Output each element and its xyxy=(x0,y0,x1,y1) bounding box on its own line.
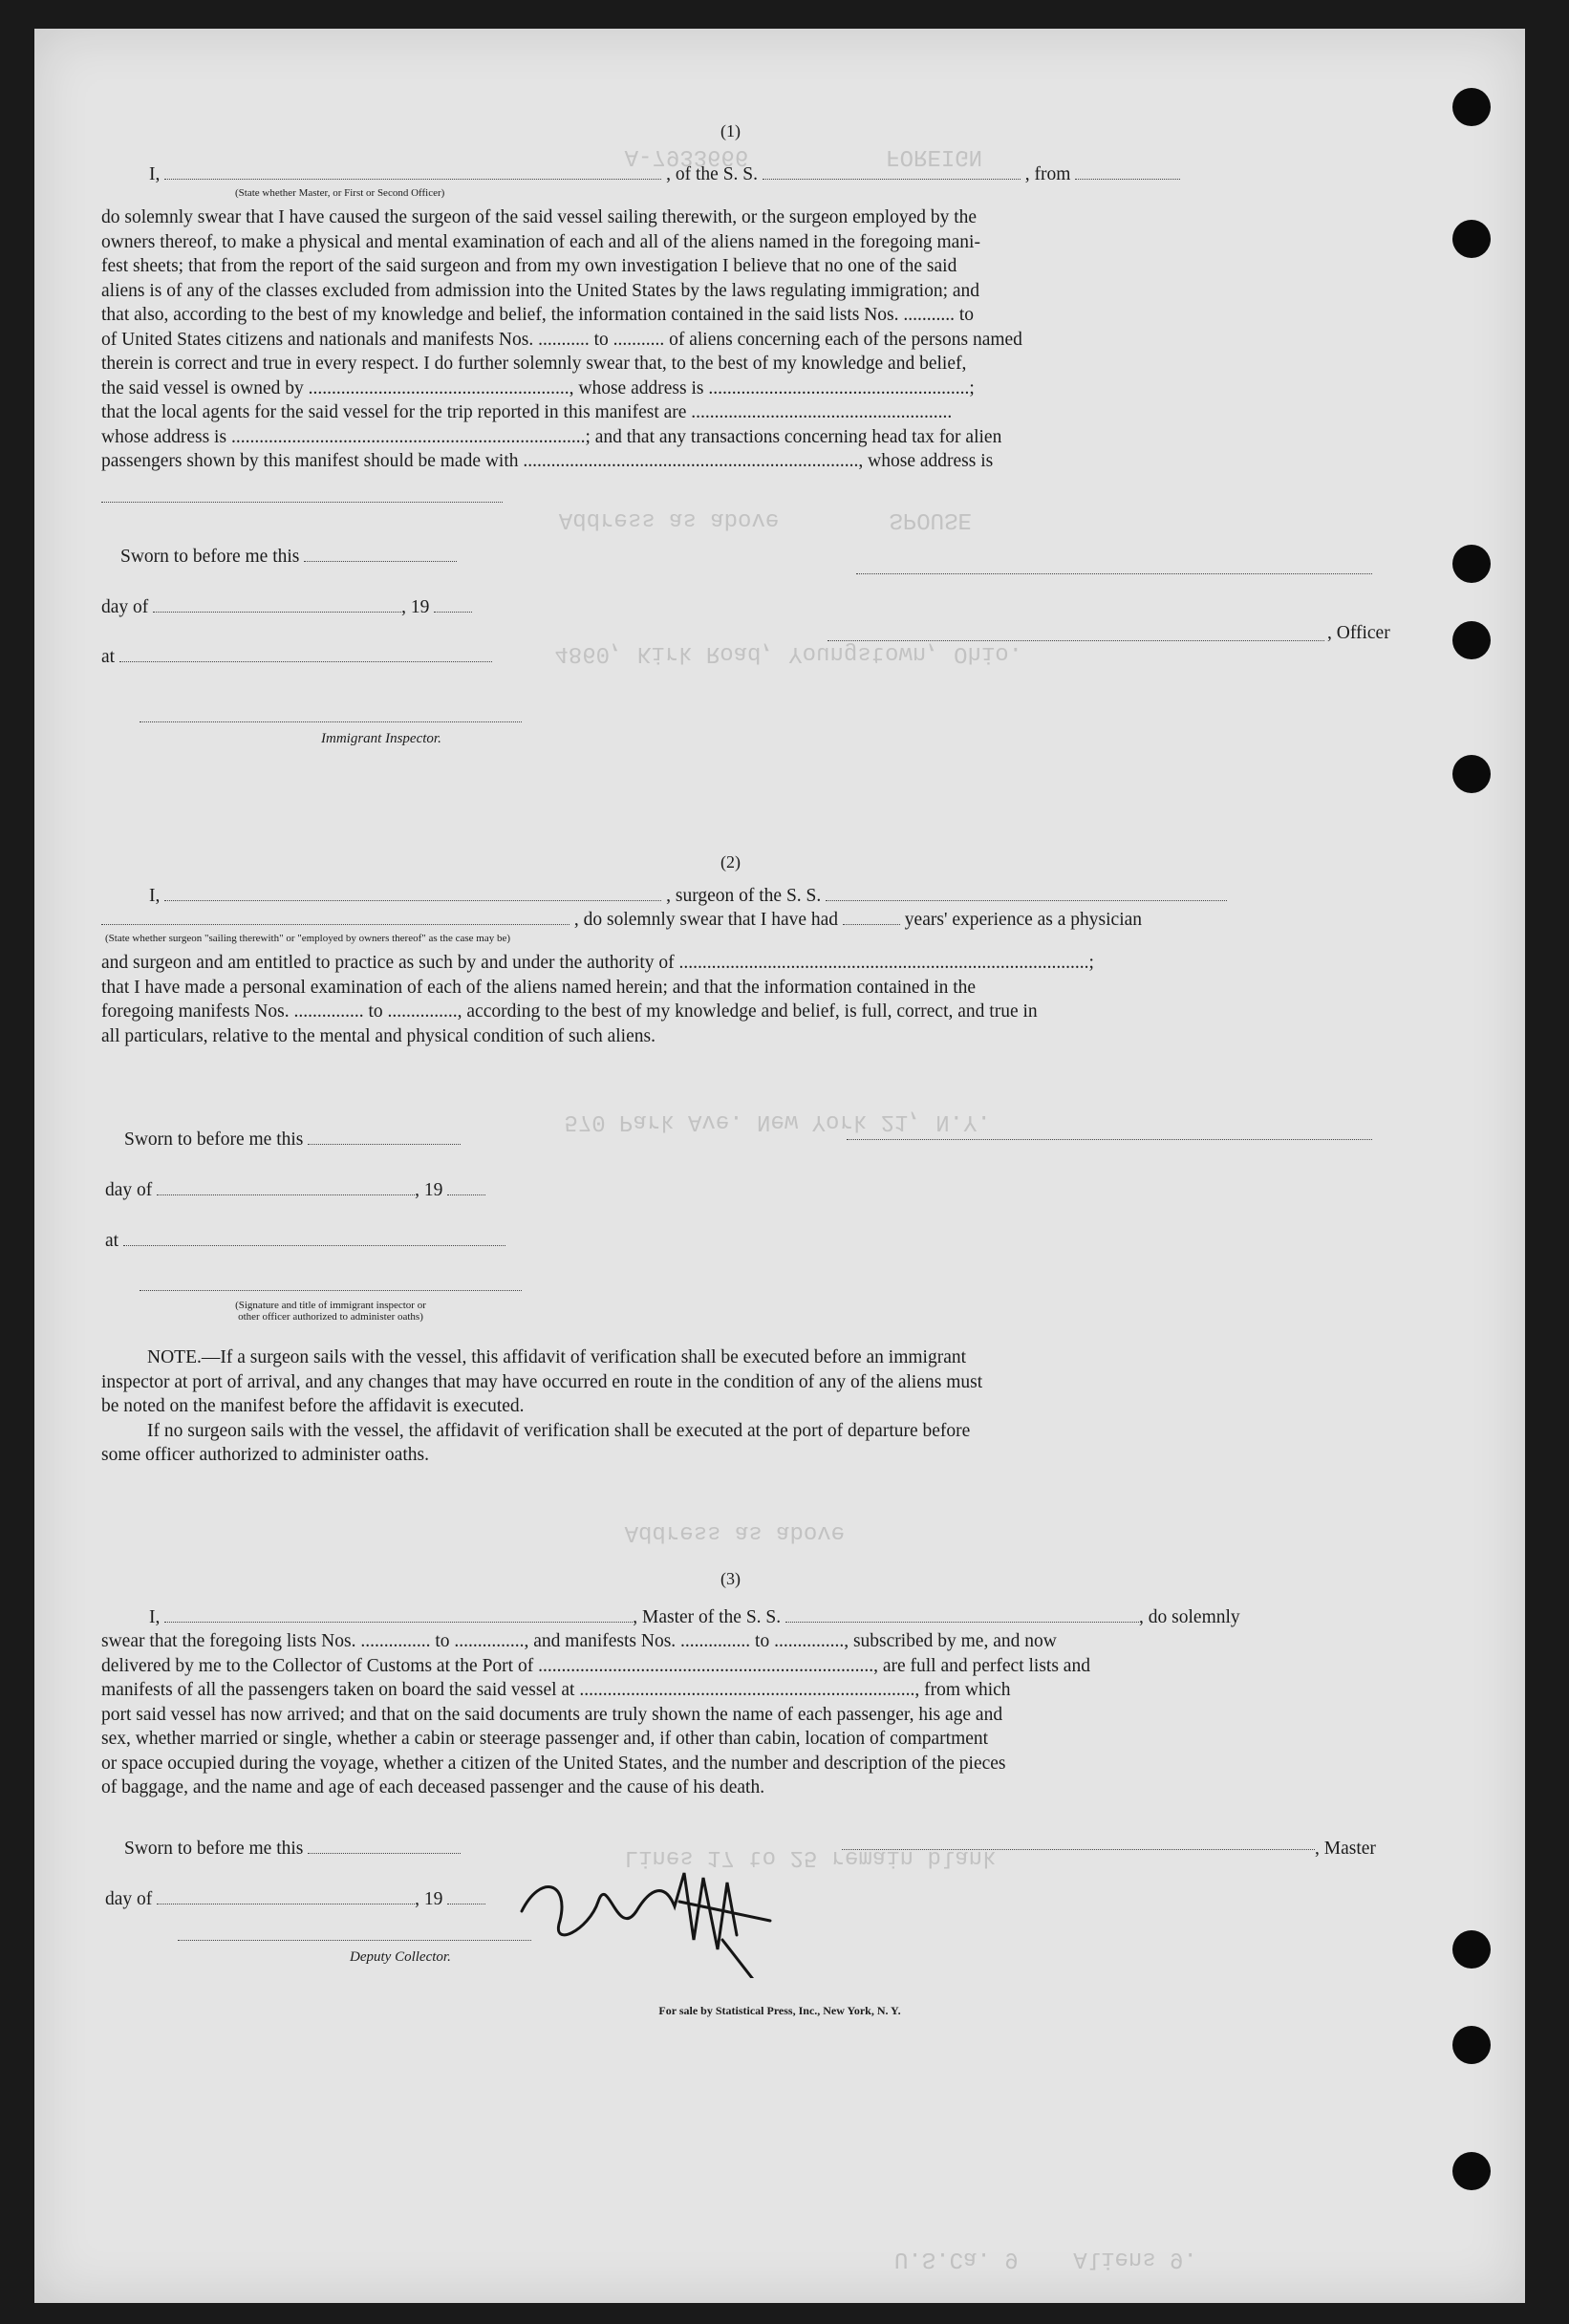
bleed-through-text: 4860, Kirk Road, Youngstown, Ohio. xyxy=(541,640,1023,666)
body-line: the said vessel is owned by ........................................................, whose address is ........................................................; xyxy=(101,377,975,398)
deputy-collector-label: Deputy Collector. xyxy=(350,1949,451,1965)
master-signature-field[interactable] xyxy=(842,1849,1315,1850)
day-of-text: day of xyxy=(101,597,149,617)
body-line: do solemnly swear that I have caused the surgeon of the said vessel sailing therewith, or the surgeon employed by the xyxy=(101,207,978,227)
day-of-text: day of xyxy=(105,1180,153,1200)
sworn-text: Sworn to before me this xyxy=(124,1130,304,1150)
body-line: sex, whether married or single, whether a cabin or steerage passenger and, if other than cabin, location of compartment xyxy=(101,1729,989,1749)
officer-label: , Officer xyxy=(1327,623,1390,643)
sworn-date-field[interactable] xyxy=(308,1129,461,1145)
sworn-label xyxy=(124,1837,461,1861)
body-line: that the local agents for the said vessel for the trip reported in this manifest are ........................................................ xyxy=(101,402,953,422)
signature-note-line: other officer authorized to administer oaths) xyxy=(238,1311,423,1323)
inspector-signature-line[interactable] xyxy=(140,721,522,722)
body-line: of United States citizens and nationals and manifests Nos. ........... to ........... of aliens concerning each of the persons named xyxy=(101,329,1022,350)
body-line: fest sheets; that from the report of the said surgeon and from my own investigation I believe that no one of the said xyxy=(101,256,957,276)
at-text: at xyxy=(105,1231,119,1251)
master-vessel-field[interactable] xyxy=(785,1606,1139,1623)
officer-signature-field[interactable] xyxy=(856,573,1372,574)
surgeon-name-field[interactable] xyxy=(164,885,661,901)
day-of-label xyxy=(105,1178,485,1202)
year-field[interactable] xyxy=(447,1179,485,1195)
inspector-label: Immigrant Inspector. xyxy=(321,731,441,746)
body-line: aliens is of any of the classes excluded from admission into the United States by the laws regulating immigration; and xyxy=(101,280,980,301)
surgeon-vessel-field[interactable] xyxy=(826,885,1227,901)
label-i: I, xyxy=(149,886,161,906)
year-text: , 19 xyxy=(415,1889,443,1909)
at-field[interactable] xyxy=(123,1230,505,1246)
body-line: that also, according to the best of my knowledge and belief, the information contained in the said lists Nos. ........... to xyxy=(101,305,975,325)
sworn-date-field[interactable] xyxy=(308,1838,461,1854)
punch-hole xyxy=(1452,2026,1491,2064)
section3-body xyxy=(101,1629,1391,1800)
bleed-through-text: Address as above xyxy=(570,1519,846,1545)
body-line: manifests of all the passengers taken on board the said vessel at ........................................................................, from which xyxy=(101,1680,1011,1700)
day-of-field[interactable] xyxy=(157,1179,415,1195)
handwritten-signature xyxy=(484,1844,827,1978)
signature-note xyxy=(140,1300,522,1323)
bleed-through-text: 570 Park Ave. New York 21, N.Y. xyxy=(550,1108,991,1134)
oath-line-surgeon-2 xyxy=(101,908,1142,932)
body-line: or space occupied during the voyage, whether a citizen of the United States, and the number and description of the pieces xyxy=(101,1753,1006,1774)
inspector-signature-line[interactable] xyxy=(140,1290,522,1291)
body-line: that I have made a personal examination of each of the aliens named herein; and that the information contained in the xyxy=(101,977,977,998)
address-field[interactable] xyxy=(101,502,503,503)
body-line: delivered by me to the Collector of Customs at the Port of ........................................................................, are full and perfect lists and xyxy=(101,1655,1090,1676)
at-text: at xyxy=(101,647,116,667)
bleed-through-text: Address as above SPOUSE xyxy=(531,506,972,532)
year-text: , 19 xyxy=(415,1180,443,1200)
surgeon-status-field[interactable] xyxy=(101,909,570,925)
sworn-date-field[interactable] xyxy=(304,546,457,562)
day-of-text: day of xyxy=(105,1889,153,1909)
punch-hole xyxy=(1452,621,1491,659)
label-solemnly-swear: , do solemnly swear that I have had xyxy=(573,910,839,930)
body-line: foregoing manifests Nos. ............... to ..............., according to the best of my knowledge and belief, is full, correct, and true in xyxy=(101,1001,1038,1022)
section-number: (3) xyxy=(720,1569,741,1588)
body-line: of baggage, and the name and age of each deceased passenger and the cause of his death. xyxy=(101,1777,765,1797)
day-of-field[interactable] xyxy=(157,1888,415,1904)
document-page xyxy=(34,29,1525,2303)
body-line: all particulars, relative to the mental and physical condition of such aliens. xyxy=(101,1025,656,1046)
note-line: be noted on the manifest before the affidavit is executed. xyxy=(101,1396,525,1416)
oath-line-surgeon xyxy=(149,884,1227,908)
label-i: I, xyxy=(149,1607,161,1627)
body-line: whose address is ............................................................................; and that any transactions concerning head tax for alien xyxy=(101,426,1002,447)
oath-line-master-3 xyxy=(149,1605,1240,1629)
punch-hole xyxy=(1452,755,1491,793)
note-line: NOTE.—If a surgeon sails with the vessel, this affidavit of verification shall be executed before an immigrant xyxy=(147,1347,967,1367)
signature-note-line: (Signature and title of immigrant inspector or xyxy=(235,1300,426,1311)
label-i: I, xyxy=(149,164,161,184)
at-field[interactable] xyxy=(119,646,492,662)
body-line: therein is correct and true in every respect. I do further solemnly swear that, to the best of my knowledge and belief, xyxy=(101,354,967,374)
day-of-field[interactable] xyxy=(153,596,401,613)
year-field[interactable] xyxy=(434,596,472,613)
surgeon-note: (State whether surgeon "sailing therewith" or "employed by owners thereof" as the case may be) xyxy=(105,933,511,944)
punch-hole xyxy=(1452,545,1491,583)
label-master-of-ss: , Master of the S. S. xyxy=(633,1607,782,1627)
body-line: owners thereof, to make a physical and mental examination of each and all of the aliens named in the foregoing mani- xyxy=(101,231,980,252)
label-do-solemnly: , do solemnly xyxy=(1139,1607,1240,1627)
note-line: inspector at port of arrival, and any changes that may have occurred en route in the condition of any of the aliens must xyxy=(101,1371,983,1392)
port-from-field[interactable] xyxy=(1075,163,1180,180)
day-of-label xyxy=(105,1887,485,1911)
label-surgeon-of-ss: , surgeon of the S. S. xyxy=(666,886,822,906)
bleed-through-text: A-7933666 FOREIGN xyxy=(570,143,983,169)
at-label xyxy=(105,1229,505,1253)
body-line: passengers shown by this manifest should be made with ........................................................................, whose address is xyxy=(101,451,994,471)
master-name-field[interactable] xyxy=(164,1606,633,1623)
section-number: (2) xyxy=(720,852,741,872)
day-of-label xyxy=(101,595,472,619)
body-line: port said vessel has now arrived; and that on the said documents are truly shown the name of each passenger, his age and xyxy=(101,1704,1003,1725)
bleed-through-text: Lines 17 to 25 remain blank xyxy=(570,1844,997,1870)
sworn-text: Sworn to before me this xyxy=(120,547,300,567)
master-label: , Master xyxy=(1315,1839,1376,1859)
at-label xyxy=(101,645,492,669)
punch-hole xyxy=(1452,1930,1491,1969)
body-line: and surgeon and am entitled to practice as such by and under the authority of ........................................................................................; xyxy=(101,953,1094,973)
collector-signature-line[interactable] xyxy=(178,1940,531,1941)
section2-body xyxy=(101,951,1391,1048)
sworn-text: Sworn to before me this xyxy=(124,1839,304,1859)
label-from: , from xyxy=(1024,164,1071,184)
section1-body xyxy=(101,205,1391,474)
officer-title-field[interactable] xyxy=(827,640,1324,641)
punch-hole xyxy=(1452,2152,1491,2190)
note-line: If no surgeon sails with the vessel, the affidavit of verification shall be executed at the port of departure before xyxy=(147,1420,971,1441)
body-line: swear that the foregoing lists Nos. ............... to ..............., and manifests Nos. ............... to ..............., subscribed by me, and now xyxy=(101,1631,1057,1651)
oath-line-master xyxy=(149,162,1180,186)
label-of-ss: , of the S. S. xyxy=(666,164,759,184)
surgeon-signature-field[interactable] xyxy=(847,1139,1372,1140)
punch-hole xyxy=(1452,88,1491,126)
bleed-through-text: U.S.Ca. 9 Aliens 9. xyxy=(894,2246,1197,2271)
officer-note: (State whether Master, or First or Second Officer) xyxy=(235,187,445,199)
vessel-name-field[interactable] xyxy=(763,163,1021,180)
note-block xyxy=(101,1345,1391,1468)
sworn-label xyxy=(124,1128,461,1151)
label-years-experience: years' experience as a physician xyxy=(904,910,1143,930)
section-number: (1) xyxy=(720,121,741,140)
officer-name-field[interactable] xyxy=(164,163,661,180)
punch-hole xyxy=(1452,220,1491,258)
years-field[interactable] xyxy=(843,909,900,925)
year-field[interactable] xyxy=(447,1888,485,1904)
year-text: , 19 xyxy=(401,597,430,617)
note-line: some officer authorized to administer oaths. xyxy=(101,1445,429,1465)
sworn-label xyxy=(120,545,457,569)
footer-printer-note: For sale by Statistical Press, Inc., New York, N. Y. xyxy=(658,2004,901,2017)
